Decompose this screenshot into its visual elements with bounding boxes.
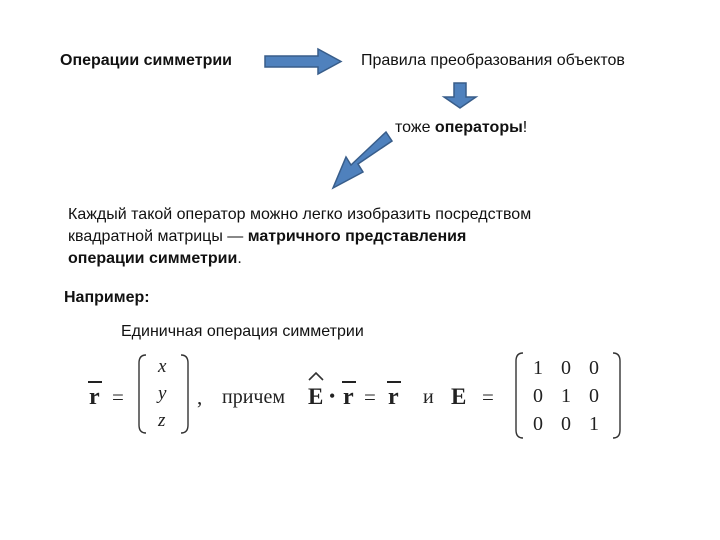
r-overbar-2 <box>342 381 356 383</box>
symmetry-operations-label: Операции симметрии <box>60 52 233 69</box>
equals-sign-1: = <box>112 385 124 409</box>
operator-e-hat: E <box>308 384 324 409</box>
matrix-cell-1-2: 0 <box>561 357 571 379</box>
down-arrow-icon <box>444 83 476 108</box>
r-overbar-3 <box>387 381 401 383</box>
right-arrow-icon <box>265 49 341 74</box>
paragraph-line-3-suffix: . <box>237 250 242 267</box>
operators-bold: операторы <box>434 119 523 136</box>
matrix-left-bracket <box>516 353 523 438</box>
matrix-cell-3-1: 0 <box>533 413 543 435</box>
matrix-cell-3-3: 1 <box>589 413 599 435</box>
vector-left-bracket <box>139 355 146 433</box>
paragraph-line-2-plain: квадратной матрицы — <box>68 228 248 245</box>
operators-suffix: ! <box>522 119 528 136</box>
word-and: и <box>423 386 434 408</box>
symmetry-operation-term: операции симметрии <box>68 250 238 267</box>
paragraph-line-3 <box>68 249 242 269</box>
vector-x: x <box>158 356 167 377</box>
comma: , <box>197 385 203 409</box>
matrix-cell-1-1: 1 <box>533 357 543 379</box>
vector-z: z <box>158 410 166 431</box>
matrix-cell-2-3: 0 <box>589 385 599 407</box>
r-vector-symbol-3: r <box>388 384 399 410</box>
transformation-rules-label: Правила преобразования объектов <box>361 52 625 69</box>
r-overbar <box>88 381 102 383</box>
r-vector-symbol: r <box>89 384 100 410</box>
paragraph-line-2 <box>68 227 466 247</box>
vector-right-bracket <box>181 355 188 433</box>
matrix-cell-2-2: 1 <box>561 385 571 407</box>
matrix-cell-2-1: 0 <box>533 385 543 407</box>
operators-prefix: тоже <box>395 119 435 136</box>
diagonal-arrow-icon <box>333 132 392 188</box>
identity-operation-label: Единичная операция симметрии <box>121 323 364 340</box>
matrix-right-bracket <box>613 353 620 438</box>
operators-line <box>395 118 527 138</box>
matrix-cell-1-3: 0 <box>589 357 599 379</box>
r-vector-symbol-2: r <box>343 384 354 410</box>
operator-e: E <box>451 384 467 409</box>
example-label: Например: <box>64 289 150 306</box>
equals-sign-2: = <box>364 385 376 409</box>
matrix-representation-term: матричного представления <box>247 228 467 245</box>
word-where: причем <box>222 386 285 408</box>
hat-symbol <box>309 373 323 380</box>
equals-sign-3: = <box>482 385 494 409</box>
matrix-cell-3-2: 0 <box>561 413 571 435</box>
dot-operator: • <box>329 386 336 406</box>
paragraph-line-1: Каждый такой оператор можно легко изобразить посредством <box>68 206 532 223</box>
vector-y: y <box>158 383 167 404</box>
